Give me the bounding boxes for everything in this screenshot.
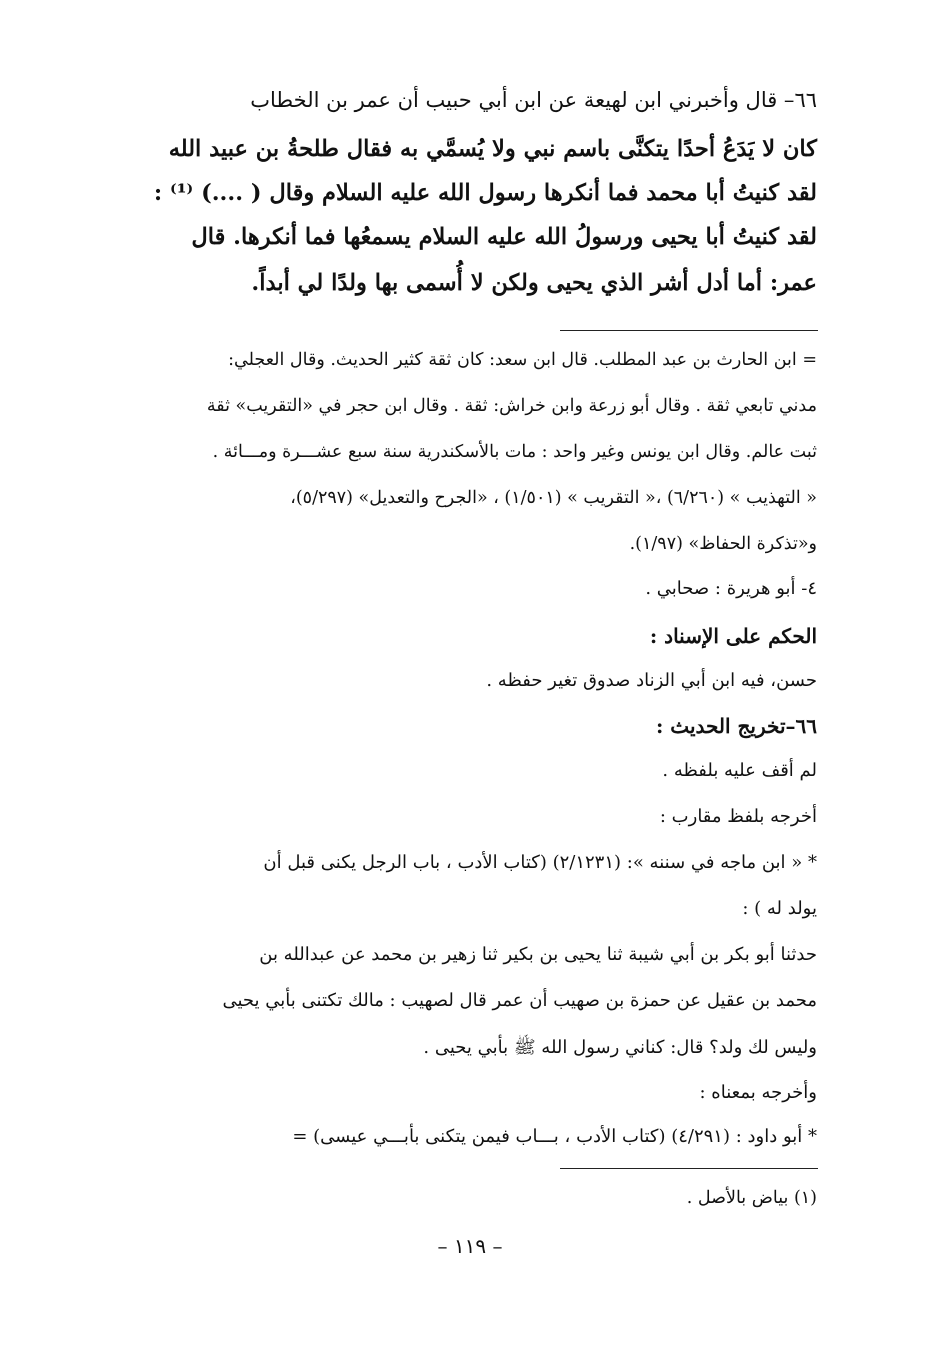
separator-rule — [560, 330, 818, 331]
hadith-line-3: لقد كنيتُ أبا محمد فما أنكرها رسول الله عليه السلام وقال ( ....) ⁽¹⁾ : — [153, 180, 817, 206]
page-number: – ١١٩ – — [437, 1234, 503, 1258]
takhrij-line-2: أخرجه بلفظ مقارب : — [659, 806, 817, 827]
takhrij-line-9: * أبو داود : (٤/٢٩١) (كتاب الأدب ، بـــاب فيمن يتكنى بأبـــي عيسى) = — [292, 1126, 817, 1147]
takhrij-line-1: لم أقف عليه بلفظه . — [662, 760, 817, 781]
takhrij-line-7: وليس لك ولد؟ قال: كناني رسول الله ﷺ بأبي يحيى . — [423, 1037, 817, 1058]
commentary-line-4: « التهذيب » (٦/٢٦٠) ،« التقريب » (١/٥٠١) ، «الجرح والتعديل» (٥/٢٩٧)، — [290, 488, 817, 508]
heading-isnad: الحكم على الإسناد : — [649, 624, 817, 648]
footnote-rule — [560, 1168, 818, 1169]
heading-takhrij: ٦٦–تخريج الحديث : — [655, 714, 817, 738]
takhrij-line-8: وأخرجه بمعناه : — [699, 1082, 817, 1103]
takhrij-line-4: يولد له ) : — [742, 898, 817, 919]
hadith-line-5: عمر: أما أدل أشر الذي يحيى ولكن لا أُسمى بها ولدًا لي أبداً. — [251, 270, 817, 296]
commentary-line-5: و«تذكرة الحفاظ» (١/٩٧). — [629, 534, 817, 554]
narrator-4: ٤- أبو هريرة : صحابي . — [645, 578, 817, 599]
footnote: (١) بياض بالأصل . — [686, 1188, 817, 1208]
takhrij-line-5: حدثنا أبو بكر بن أبي شيبة ثنا يحيى بن بكير ثنا زهير بن محمد عن عبدالله بن — [259, 944, 817, 965]
commentary-line-2: مدني تابعي ثقة . وقال أبو زرعة وابن خراش: ثقة . وقال ابن حجر في «التقريب» ثقة — [206, 396, 817, 416]
hadith-line-2: كان لا يَدَعُ أحدًا يتكنَّى باسم نبي ولا يُسمَّي به فقال طلحةُ بن عبيد الله — [168, 136, 817, 162]
takhrij-line-6: محمد بن عقيل عن حمزة بن صهيب أن عمر قال لصهيب : مالك تكتنى بأبي يحيى — [222, 990, 817, 1011]
takhrij-line-3: * « ابن ماجه في سننه »: (٢/١٢٣١) (كتاب الأدب ، باب الرجل يكنى قبل أن — [263, 852, 817, 873]
isnad-text: حسن، فيه ابن أبي الزناد صدوق تغير حفظه . — [486, 670, 817, 691]
commentary-line-1: = ابن الحارث بن عبد المطلب. قال ابن سعد: كان ثقة كثير الحديث. وقال العجلي: — [228, 350, 817, 370]
hadith-line-1: ٦٦– قال وأخبرني ابن لهيعة عن ابن أبي حبيب أن عمر بن الخطاب — [250, 88, 817, 112]
commentary-line-3: ثبت عالم. وقال ابن يونس وغير واحد : مات بالأسكندرية سنة سبع عشـــرة ومـــائة . — [212, 442, 817, 462]
hadith-line-4: لقد كنيتُ أبا يحيى ورسولُ الله عليه السلام يسمعُها فما أنكرها. قال — [191, 224, 817, 250]
